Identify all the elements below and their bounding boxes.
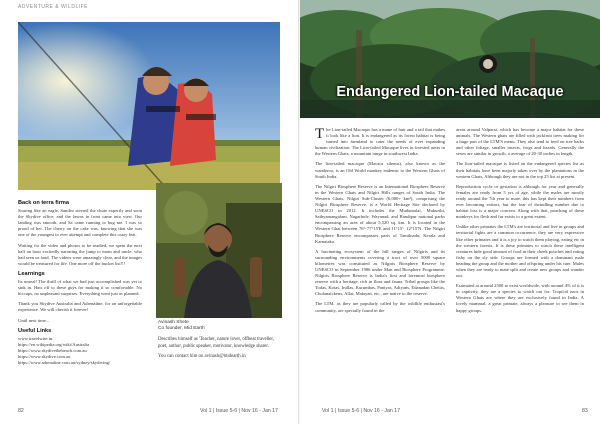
paragraph: areas around Valparai, which has become a major habitat for these animals. The Western ghats are filled with jackfruit trees making for a huge part of the LTM'S menu. They also tend to feed on tree barks and other foliage, smaller insects, frogs and lizards. Generally the sexes are similar in growth, a average of 20-30 inches in length. xyxy=(456,127,584,157)
link[interactable]: https://www.skydive.com.au xyxy=(18,353,71,359)
issue-info-left: Vol 1 | Issue 5-6 | Nov 16 - Jan 17 xyxy=(200,408,278,414)
author-photo xyxy=(156,183,282,318)
back-heading: Back on terra firma xyxy=(18,200,69,206)
paragraph: Its unreal! The thrill of what we had just accomplished was yet to sink in. Hats off to these guys for making it so comfortable. No hiccups, no unpleasant surprises. Everything went just as planned. xyxy=(18,279,142,297)
right-column-2 xyxy=(456,127,584,318)
paragraph: Soaring like an eagle, Sandeo steered the chute expertly and soon the Skydive office, and the lawns in front came into view. Our landing was smooth, and Sa came running to hug me. I was so proud of her. The cherry on the cake was, knowing that she was one of the youngest to ever attempt and complete this crazy feat. xyxy=(18,208,142,238)
drop-cap: T xyxy=(315,126,325,142)
left-column xyxy=(18,197,142,366)
author-role: Co founder, Mid Earth xyxy=(158,326,205,332)
paragraph: Until next time... xyxy=(18,317,50,323)
links-list xyxy=(18,336,142,366)
right-column-1 xyxy=(315,127,445,318)
paragraph: The lion-tailed macaque (Macaca silenus), also known as the wanderoo, is an Old World monkey endemic to the Western Ghats of South India. xyxy=(315,161,445,179)
section-tag: ADVENTURE & WILDLIFE xyxy=(18,4,89,10)
page-number-left: 82 xyxy=(18,408,24,414)
link[interactable]: https://en.wikipedia.org/wiki/Australia xyxy=(18,341,90,347)
author-contact: You can contact him on avinash@midearth.in xyxy=(158,353,246,359)
skydive-photo xyxy=(18,22,280,190)
paragraph: Reproduction cycle or gestation is although for year and generally females are ready from 5 yrs of age, while the males are mostly ready around the 7th year to mate, this has kept their numbers from ever becoming extinct, but the fear of dwindling number due to habitat loss is a major concern. Along with that, poaching of these monkeys for flesh and fur exists to a great extent. xyxy=(456,183,584,220)
issue-info-right: Vol 1 | Issue 5-6 | Nov 16 - Jan 17 xyxy=(322,408,400,414)
learnings-heading: Learnings xyxy=(18,270,45,277)
link[interactable]: www.travelwire.in xyxy=(18,335,53,341)
links-heading: Useful Links xyxy=(18,327,52,334)
paragraph: The Nilgiri Biosphere Reserve is an International Biosphere Reserve in the Western Ghats and Nilgiri Hills ranges of South India. The Western Ghats, Nilgiri Sub-Cluster (6,000+ km²), comprising the Nilgiri Biosphere Reserve, is a World Heritage Site declared by UNESCO in 2012. It includes the Mudumalai, Mukurthi, Sathyamangalam, Nagarhole, Wayanad, and Bandipur national parks encompassing an area of about 5,520 sq. km. It is located in the Western Ghat between 76°-77°15'E and 11°15'- 12°15'N. The Nilgiri Biosphere Reserve encompasses parts of Tamilnadu, Kerala and Karnataka. xyxy=(315,183,445,244)
paragraph: Waiting for the video and photos to be readied, we spent the next half an hour excitedly narrating the jump to mom and uncle, who had seen us land. The videos were amazingly clear, and the images would be treasured for life. One more off the bucket list!!! xyxy=(18,242,142,266)
author-name: Avinash Shete xyxy=(158,320,189,325)
paragraph: A fascinating ecosystem of the hill ranges of Nilgiris and its surrounding environments covering a tract of over 5000 square kilometres was constituted as Nilgiris Biosphere Reserve by UNESCO in September 1986 under Man and Biosphere Programme. Nilgiris Biosphere Reserve is India's first and foremost biosphere reserve with a heritage, rich in flora and fauna. Tribal groups like the Todas, Kotas, Irullas, Kurumbas, Paniyas, Adiyans, Edanadan Chettis, Cholanaickens, Allar, Malayan, etc., are native to the reserve. xyxy=(315,248,445,297)
author-bio: Describes himself as 'Teacher, nature lover, offbeat traveller, poet, author, public speaker, motivator, knowledge sharer. xyxy=(158,337,275,349)
page-number-right: 83 xyxy=(582,408,588,414)
link[interactable]: https://www.adrenaline.com.au/sydney/skydiving/ xyxy=(18,360,111,366)
paragraph: Thank you Skydive Australia and Adrenaline, for an unforgettable experience. We will cherish it forever! xyxy=(18,301,142,313)
paragraph: Unlike other primates the LTM's are territorial and live in groups and territorial fights are a common occurrence, they are very expressive like other primates and it is a joy to watch them playing, eating etc in the western forests. It is these primates to watch these intelligent creatures hide good amount of food in their cheek pouches and eating fishy on the sly side. Groups are formed with a dominant male heading the group and the mother and offspring under his care. Males when they are ready to mate split and create new groups and wander out. xyxy=(456,224,584,279)
macaque-banner-photo xyxy=(300,0,600,118)
paragraph: The lion-tailed macaque is listed on the endangered species list as their habitats have been majorly taken over by the plantations in the western Ghats, Although they are not in the top 25 list at present. xyxy=(456,161,584,179)
article-title: Endangered Lion-tailed Macaque xyxy=(336,84,564,100)
link[interactable]: https://www.skydivethebeach.com.au xyxy=(18,347,87,353)
author-box xyxy=(158,320,282,364)
paragraph: he Lion-tailed Macaque has a mane of hair and a tail that makes it look like a lion. It is endangered as its forest habitat is being turned into farmland to cater the needs of ever expanding human civilization. The Lion-tailed Macaque lives in forested areas in the Western Ghats, a mountain range in southwest India. xyxy=(315,127,445,157)
paragraph: The LTM, as they are popularly called by the wildlife enthusiast's community, are specially found in the xyxy=(315,301,445,313)
paragraph: Estimated at around 2500 to exist worldwide, with around 4% of it is in captivity, they are a species to watch out for, Tropical zoos in Western Ghats are where they are exclusively found in India. A lovely mammal, a great primate, always a pleasure to see them in happy groups. xyxy=(456,283,584,313)
